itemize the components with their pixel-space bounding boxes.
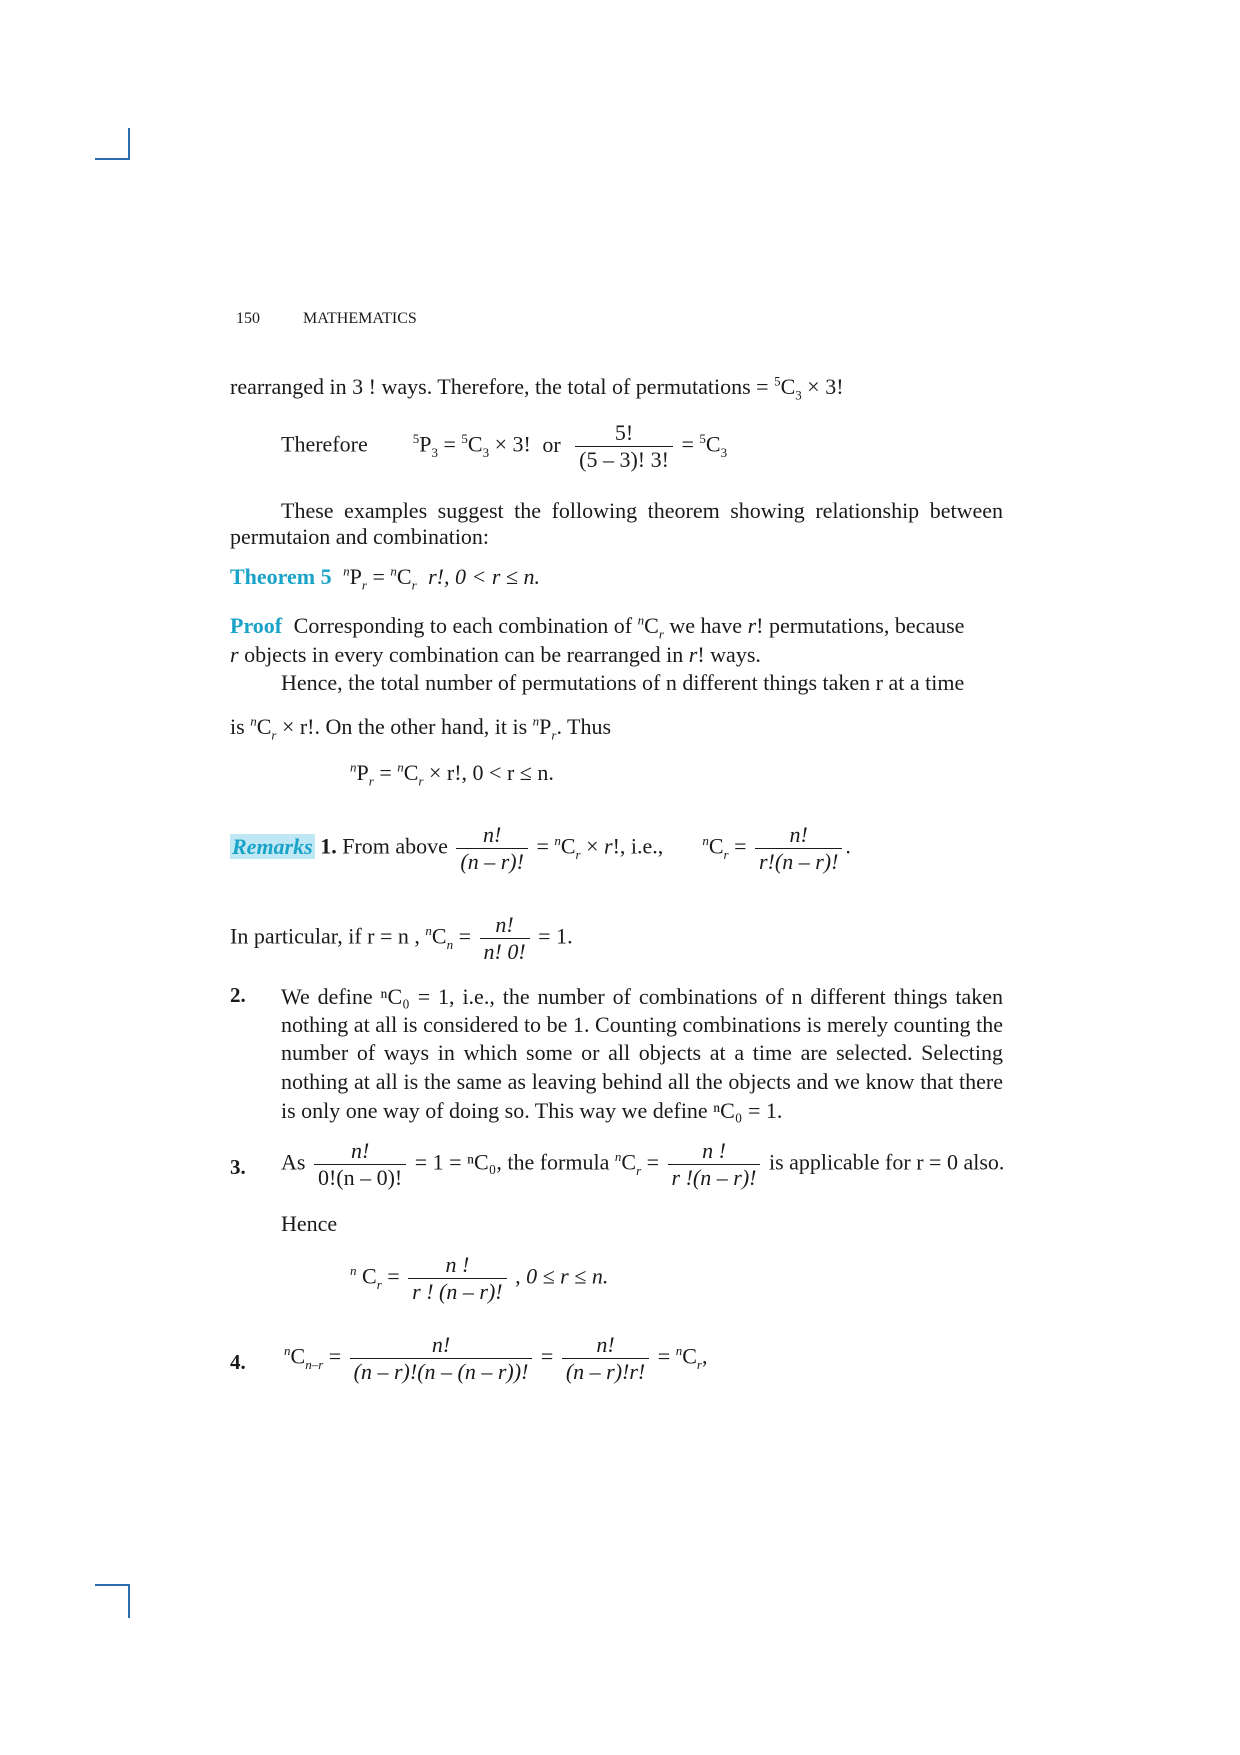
remarks-fraction-1-den: (n – r)! [460, 849, 524, 874]
item-2-line3: number of ways in which some or all objects at a time are selected. Selecting [281, 1040, 1003, 1065]
remarks-fraction-3-num: n! [480, 912, 530, 939]
proof-line2: r objects in every combination can be rearranged in r! ways. [230, 642, 761, 667]
item-4-fraction-1 [350, 1332, 533, 1385]
proof-line1: Proof Corresponding to each combination of $^nC_r$ we have r! permutations, because [230, 612, 965, 642]
item-3-fraction-3-den: r ! (n – r)! [412, 1279, 503, 1304]
therefore-label: Therefore [281, 431, 368, 457]
crop-mark-top-vertical [128, 128, 130, 160]
theorem-5: Theorem 5 $^nP_r = ^nC_r$ r!, 0 < r ≤ n. [230, 563, 540, 593]
proof-line4-b: × r!. On the other hand, it is [281, 714, 528, 739]
crop-mark-bottom-horizontal [95, 1584, 130, 1586]
intro-eq-tail: × 3! [807, 374, 844, 399]
item-3-fraction-3 [408, 1252, 506, 1305]
remarks-fraction-1 [456, 822, 528, 875]
remarks-fraction-1-num: n! [456, 822, 528, 849]
item-3-fraction-1 [314, 1138, 406, 1191]
item-2-line2: nothing at all is considered to be 1. Counting combinations is merely counting the [281, 1012, 1003, 1037]
item-3-fraction-2-num: n ! [668, 1138, 761, 1165]
theorem-condition: r!, 0 < r ≤ n. [428, 564, 540, 589]
item-3-tail: is applicable for r = 0 also. [768, 1149, 1005, 1175]
item-4-label: 4. [230, 1350, 246, 1374]
fraction-numerator: 5! [575, 420, 673, 447]
remarks-fraction-2-num: n! [755, 822, 842, 849]
item-4-fraction-1-num: n! [350, 1332, 533, 1359]
proof-result-equation: $^nP_r = ^nC_r \times r$!, 0 < r ≤ n. [350, 759, 554, 789]
remarks-fraction-2 [755, 822, 842, 875]
item-3-fraction-1-den: 0!(n – 0)! [317, 1165, 403, 1190]
proof-result-tail: × r!, 0 < r ≤ n. [428, 760, 554, 785]
fraction-denominator: (5 – 3)! 3! [579, 447, 669, 472]
proof-line1-a: Corresponding to each combination of [293, 613, 633, 638]
item-3-condition: , 0 ≤ r ≤ n. [515, 1263, 609, 1289]
remarks-item-1-text: From above [342, 833, 448, 859]
remarks-label: Remarks [232, 833, 313, 859]
item-3-hence: Hence [281, 1211, 338, 1236]
theorem-label: Theorem 5 [230, 564, 332, 589]
page-number: 150 [236, 310, 260, 327]
book-title: MATHEMATICS [303, 310, 417, 327]
item-3-as: As [281, 1149, 306, 1175]
proof-line4: is $^nC_r \times r$!. On the other hand, it is $^nP_r$. Thus [230, 713, 612, 743]
item-3-fraction-3-num: n ! [408, 1252, 506, 1279]
item-3-equation: As $\frac{n!}{0!(n - 0)!}$ = 1 = ⁿC₀, the formula $^nC_r$ = $\frac{n !}{r !(n - r)!}$ is applicable for r = 0 also. [281, 1138, 1005, 1190]
proof-line1-c: ! permutations, because [756, 613, 965, 638]
item-3-fraction-1-num: n! [314, 1138, 406, 1165]
item-2-line5: is only one way of doing so. This way we define ⁿC₀ = 1. [281, 1098, 783, 1123]
proof-line4-c: . Thus [556, 714, 612, 739]
crop-mark-top-horizontal [95, 158, 130, 160]
proof-label: Proof [230, 613, 283, 638]
five-factorial-fraction [575, 420, 673, 473]
item-4-equation: $^nC_{n-r}$ = $\frac{n!}{(n - r)!(n - (n - r))!}$ = $\frac{n!}{(n - r)!r!}$ = $^nC_r$, [284, 1332, 708, 1384]
item-2-line1: We define ⁿC₀ = 1, i.e., the number of combinations of n different things taken [281, 984, 1003, 1009]
item-3-mid: = 1 = ⁿC₀, the formula [414, 1149, 610, 1175]
item-4-fraction-2 [562, 1332, 649, 1385]
remarks-fraction-3-den: n! 0! [483, 939, 526, 964]
intro-text: rearranged in 3 ! ways. Therefore, the total of permutations = [230, 374, 769, 399]
remarks-particular-text: In particular, if r = n , [230, 923, 420, 949]
item-3-label: 3. [230, 1155, 246, 1179]
remarks-item-1-label: 1. [320, 833, 337, 859]
remarks-fraction-2-den: r!(n – r)! [758, 849, 839, 874]
or-word: or [542, 431, 561, 457]
item-3-result: $^n$ $C_r$ = $\frac{n !}{r ! (n - r)!}$ , 0 ≤ r ≤ n. [350, 1252, 609, 1304]
examples-paragraph-line2: permutaion and combination: [230, 524, 490, 549]
crop-mark-bottom-vertical [128, 1584, 130, 1618]
remarks-particular-tail: = 1. [538, 923, 573, 949]
examples-paragraph-line1: These examples suggest the following theorem showing relationship between [281, 498, 1003, 523]
item-4-fraction-1-den: (n – r)!(n – (n – r))! [353, 1359, 529, 1384]
remarks-fraction-3 [480, 912, 530, 965]
proof-line1-b: we have [669, 613, 743, 638]
proof-line3: Hence, the total number of permutations of n different things taken r at a time [281, 670, 965, 695]
proof-line2-end: ! ways. [697, 642, 761, 667]
remarks-particular: In particular, if r = n , $^nC_n$ = $\frac{n!}{n! 0!}$ = 1. [230, 912, 573, 964]
remarks-item-1: Remarks 1. From above $\frac{n!}{(n - r)!}$ = $^nC_r \times r$!, i.e., $^nC_r$ = $\frac{n!}{r!(n - r)!}$ . [232, 822, 851, 874]
item-4-fraction-2-num: n! [562, 1332, 649, 1359]
item-3-fraction-2 [668, 1138, 761, 1191]
remarks-ie: , i.e., [619, 833, 664, 859]
item-4-fraction-2-den: (n – r)!r! [565, 1359, 646, 1384]
item-2-label: 2. [230, 983, 246, 1007]
proof-line2-text: objects in every combination can be rearranged in [244, 642, 684, 667]
intro-line: rearranged in 3 ! ways. Therefore, the total of permutations = $^5C_3 \times 3$! [230, 373, 844, 403]
therefore-equation: Therefore $^5P_3 = ^5C_3 \times 3$! or $\frac{5!}{(5 - 3)! 3!}$ = $^5C_3$ [281, 420, 728, 472]
proof-line4-a: is [230, 714, 245, 739]
item-3-fraction-2-den: r !(n – r)! [671, 1165, 757, 1190]
item-2-line4: nothing at all is the same as leaving behind all the objects and we know that there [281, 1069, 1003, 1094]
